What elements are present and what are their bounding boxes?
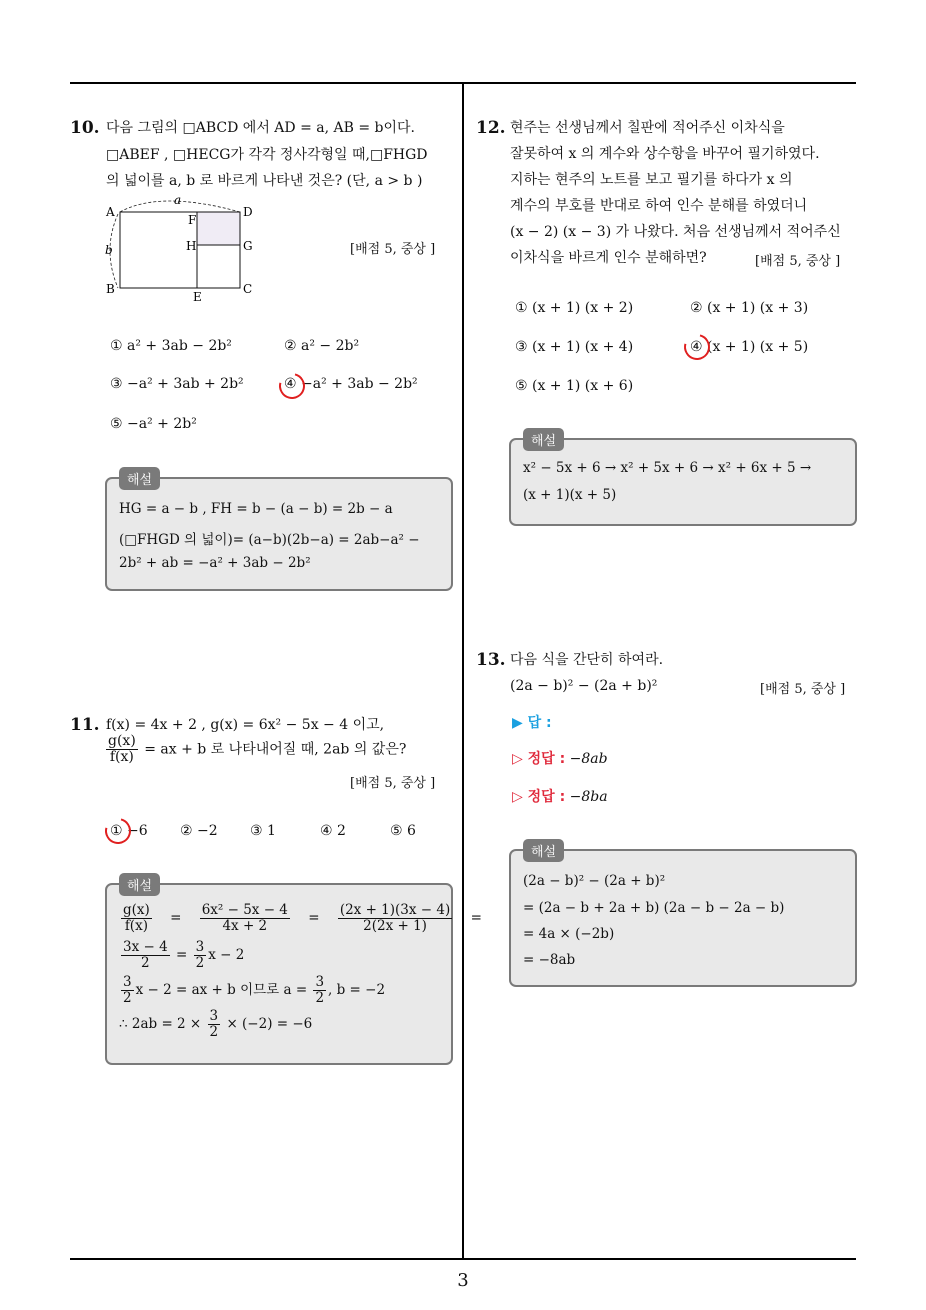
option-4[interactable]: ④ −a² + 3ab − 2b² — [284, 376, 418, 392]
option-5[interactable]: ⑤ (x + 1) (x + 6) — [515, 378, 634, 394]
question-text-line: (x − 2) (x − 3) 가 나왔다. 처음 선생님께서 적어주신 — [510, 224, 841, 240]
solution-line: $\frac{3x - 4}{2}$ = $\frac{3}{2}$ x − 2 — [123, 939, 245, 971]
question-text-line: 의 넓이를 a, b 로 바르게 나타낸 것은? (단, a > b ) — [106, 173, 423, 189]
option-3[interactable]: ③ 1 — [250, 823, 276, 839]
question-expression: (2a − b)² − (2a + b)² — [510, 678, 658, 694]
option-3[interactable]: ③ −a² + 3ab + 2b² — [110, 376, 244, 392]
score-label: [배점 5, 중상 ] — [350, 242, 436, 257]
option-4[interactable]: ④ 2 — [320, 823, 346, 839]
question-text-line: 다음 식을 간단히 하여라. — [510, 652, 664, 668]
question-text-line — [104, 734, 406, 765]
bottom-rule — [70, 1258, 856, 1260]
question-text-line: 현주는 선생님께서 칠판에 적어주신 이차식을 — [510, 120, 785, 136]
score-label: [배점 5, 중상 ] — [350, 776, 436, 791]
score-label: [배점 5, 중상 ] — [760, 682, 846, 697]
question-text-line: 다음 그림의 □ABCD 에서 AD = a, AB = b이다. — [106, 120, 415, 136]
solution-line: (□FHGD 의 넓이)= (a−b)(2b−a) = 2ab−a² − — [119, 532, 420, 548]
solution-box — [509, 434, 857, 526]
answer-circle-mark — [679, 329, 715, 365]
solution-line: = −8ab — [523, 952, 576, 968]
solution-line: (x + 1)(x + 5) — [523, 487, 617, 503]
label-g: G — [243, 239, 253, 253]
question-text-line: 계수의 부호를 반대로 하여 인수 분해를 하였더니 — [510, 198, 808, 214]
solution-line: (2a − b)² − (2a + b)² — [523, 873, 666, 889]
correct-answer-value: −8ba — [569, 789, 608, 805]
correct-answer-row — [512, 748, 608, 768]
correct-answer-row — [512, 786, 608, 806]
solution-line: = 4a × (−2b) — [523, 926, 615, 942]
option-1[interactable]: ① −6 — [110, 823, 148, 839]
correct-label: ▷ 정답 : — [512, 789, 566, 805]
solution-tab: 해설 — [119, 873, 160, 896]
label-h: H — [186, 239, 197, 253]
fraction-g-over-f: $\frac{g(x)}{f(x)}$ — [108, 733, 136, 765]
question-text-line: f(x) = 4x + 2 , g(x) = 6x² − 5x − 4 이고, — [106, 717, 385, 733]
option-1[interactable]: ① (x + 1) (x + 2) — [515, 300, 634, 316]
label-f: F — [188, 213, 197, 227]
option-5[interactable]: ⑤ 6 — [390, 823, 416, 839]
solution-line: $\frac{g(x)}{f(x)}$ = $\frac{\text{6x² − 5x − 4}}{4x + 2}$ = $\frac{(2x + 1)(3x - 4)}{2(2x + 1)}$ = — [123, 902, 482, 934]
correct-label: ▷ 정답 : — [512, 751, 566, 767]
square-fhgd-shade — [197, 212, 240, 245]
option-3[interactable]: ③ (x + 1) (x + 4) — [515, 339, 634, 355]
solution-line: = (2a − b + 2a + b) (2a − b − 2a − b) — [523, 900, 785, 916]
question-text-line: 지하는 현주의 노트를 보고 필기를 하다가 x 의 — [510, 172, 793, 188]
question-text-line: 이차식을 바르게 인수 분해하면? — [510, 250, 707, 266]
question-number: 12. — [476, 118, 506, 138]
label-side-b: b — [105, 243, 113, 257]
question-number: 11. — [70, 715, 100, 735]
solution-line: $\frac{3}{2}$ x − 2 = ax + b 이므로 a = $\frac{3}{2}$ , b = −2 — [123, 974, 386, 1006]
option-5[interactable]: ⑤ −a² + 2b² — [110, 416, 197, 432]
column-divider — [462, 82, 464, 1259]
question-text-rest: = ax + b 로 나타내어질 때, 2ab 의 값은? — [144, 741, 407, 758]
option-4[interactable]: ④ (x + 1) (x + 5) — [690, 339, 809, 355]
label-b-point: B — [106, 282, 115, 296]
option-2[interactable]: ② (x + 1) (x + 3) — [690, 300, 809, 316]
solution-box — [105, 473, 453, 591]
label-side-a: a — [174, 193, 182, 207]
question-number: 10. — [70, 118, 100, 138]
option-2[interactable]: ② −2 — [180, 823, 218, 839]
option-1[interactable]: ① a² + 3ab − 2b² — [110, 338, 232, 354]
label-e: E — [193, 290, 202, 304]
question-text-line: 잘못하여 x 의 계수와 상수항을 바꾸어 필기하였다. — [510, 146, 820, 162]
solution-line: ∴ 2ab = 2 × $\frac{3}{2}$ × (−2) = −6 — [119, 1008, 313, 1040]
option-2[interactable]: ② a² − 2b² — [284, 338, 360, 354]
solution-line: x² − 5x + 6 → x² + 5x + 6 → x² + 6x + 5 → — [523, 460, 812, 476]
answer-circle-mark — [274, 368, 310, 404]
solution-box — [105, 879, 482, 1065]
label-a-point: A — [106, 205, 115, 219]
solution-box — [509, 845, 857, 987]
question-text-line: □ABEF , □HECG가 각각 정사각형일 때,□FHGD — [106, 147, 428, 163]
score-label: [배점 5, 중상 ] — [755, 254, 841, 269]
solution-tab: 해설 — [119, 467, 160, 490]
answer-circle-mark — [100, 813, 136, 849]
correct-answer-value: −8ab — [569, 751, 608, 767]
solution-tab: 해설 — [523, 428, 564, 451]
solution-line: 2b² + ab = −a² + 3ab − 2b² — [119, 555, 311, 571]
rectangle-figure — [102, 192, 262, 304]
question-number: 13. — [476, 650, 506, 670]
label-d: D — [243, 205, 253, 219]
answer-label: ▶ 답 : — [512, 715, 552, 731]
solution-line: HG = a − b , FH = b − (a − b) = 2b − a — [119, 501, 393, 517]
label-c: C — [243, 282, 253, 296]
solution-tab: 해설 — [523, 839, 564, 862]
page-number: 3 — [457, 1270, 469, 1291]
